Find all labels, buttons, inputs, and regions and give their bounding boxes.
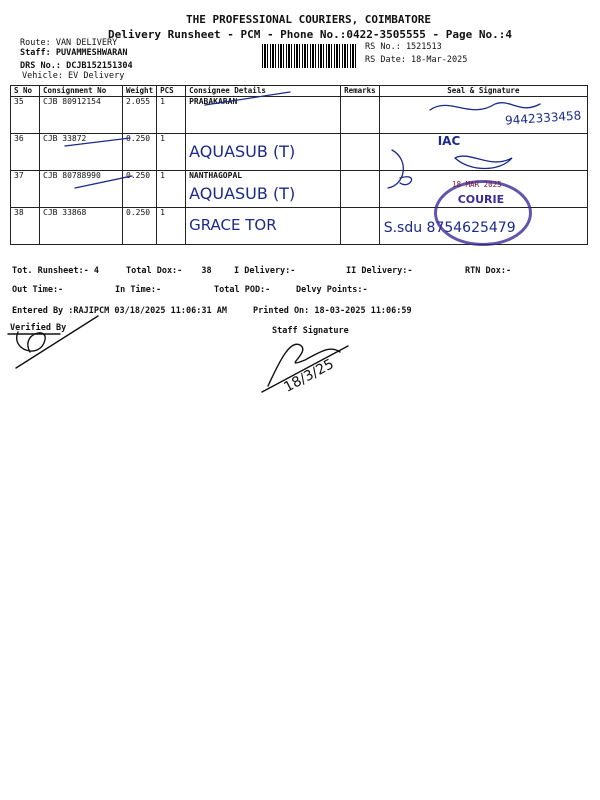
i-delivery: I Delivery:- <box>234 266 296 276</box>
pcs-cell: 1 <box>157 171 186 208</box>
consignment-cell: CJB 80788990 <box>40 171 123 208</box>
col-consignment: Consignment No <box>40 86 123 97</box>
consignee-underline-stroke <box>205 92 290 105</box>
ii-delivery: II Delivery:- <box>346 266 413 276</box>
pcs-cell: 1 <box>157 208 186 245</box>
seal-scribble-stroke <box>430 103 540 110</box>
stamp-date: 18 MAR 2025 <box>452 180 502 189</box>
delvy-points: Delvy Points:- <box>296 285 368 295</box>
staff-signature-label: Staff Signature <box>272 326 349 336</box>
consignee-name: NANTHAGOPAL <box>189 171 243 180</box>
weight-cell: 0.250 <box>123 134 157 171</box>
rs-date: RS Date: 18-Mar-2025 <box>365 55 468 65</box>
col-remarks: Remarks <box>341 86 380 97</box>
sno-cell: 37 <box>11 171 40 208</box>
drs-number: DCJB152151304 <box>66 61 133 71</box>
consignee-handwriting: AQUASUB (T) <box>189 184 296 203</box>
seal-handwriting: IAC <box>437 134 461 148</box>
col-sno: S No <box>11 86 40 97</box>
tot-runsheet: Tot. Runsheet:- 4 <box>12 266 99 276</box>
consignee-handwriting: GRACE TOR <box>189 216 277 234</box>
signature-date: 18/3/25 <box>281 356 337 396</box>
document-subtitle: Delivery Runsheet - PCM - Phone No.:0422-3505555 - Page No.:4 <box>108 28 512 41</box>
sno-cell: 35 <box>11 97 40 134</box>
seal-handwriting: S.sdu 8754625479 <box>383 220 516 236</box>
staff-name: PUVAMMESHWARAN <box>55 48 128 58</box>
pcs-cell: 1 <box>157 134 186 171</box>
consignment-strike-stroke <box>75 176 132 188</box>
rtn-dox: RTN Dox:- <box>465 266 512 276</box>
drs-label: DRS No.: <box>20 61 61 71</box>
seal-scribble-stroke <box>455 156 512 168</box>
consignment-cell: CJB 33868 <box>40 208 123 245</box>
consignment-cell: CJB 80912154 <box>40 97 123 134</box>
total-dox-value: 38 <box>201 266 212 276</box>
printed-on: Printed On: 18-03-2025 11:06:59 <box>253 306 412 316</box>
out-time: Out Time:- <box>12 285 64 295</box>
total-pod: Total POD:- <box>214 285 271 295</box>
document-title: THE PROFESSIONAL COURIERS, COIMBATORE <box>186 13 432 26</box>
col-consignee: Consignee Details <box>186 86 341 97</box>
weight-cell: 0.250 <box>123 171 157 208</box>
pcs-cell: 1 <box>157 97 186 134</box>
seal-scribble-stroke <box>388 150 412 188</box>
route-label: Route: VAN DELIVERY <box>20 38 118 48</box>
staff-signature-stroke <box>268 344 340 386</box>
sno-cell: 38 <box>11 208 40 245</box>
seal-handwriting: COURIE <box>457 193 505 206</box>
rs-number: RS No.: 1521513 <box>365 42 442 52</box>
weight-cell: 0.250 <box>123 208 157 245</box>
entered-by: Entered By :RAJIPCM 03/18/2025 11:06:31 AM <box>12 306 227 316</box>
in-time: In Time:- <box>115 285 162 295</box>
consignment-strike-stroke <box>65 138 130 146</box>
total-dox-label: Total Dox:- <box>126 266 183 276</box>
consignment-cell: CJB 33872 <box>40 134 123 171</box>
vehicle-label: Vehicle: EV Delivery <box>22 71 125 81</box>
sno-cell: 36 <box>11 134 40 171</box>
seal-handwriting: 9442333458 <box>504 108 582 128</box>
col-seal: Seal & Signature <box>379 86 587 97</box>
staff-signature-stroke <box>262 346 348 392</box>
col-pcs: PCS <box>157 86 186 97</box>
consignee-name: PRABAKARAN <box>189 97 238 106</box>
verified-signature-stroke <box>17 332 46 352</box>
verified-by: Verified By <box>10 323 67 333</box>
staff-label: Staff: <box>20 48 51 58</box>
weight-cell: 2.055 <box>123 97 157 134</box>
consignee-handwriting: AQUASUB (T) <box>189 142 296 161</box>
col-weight: Weight <box>123 86 157 97</box>
